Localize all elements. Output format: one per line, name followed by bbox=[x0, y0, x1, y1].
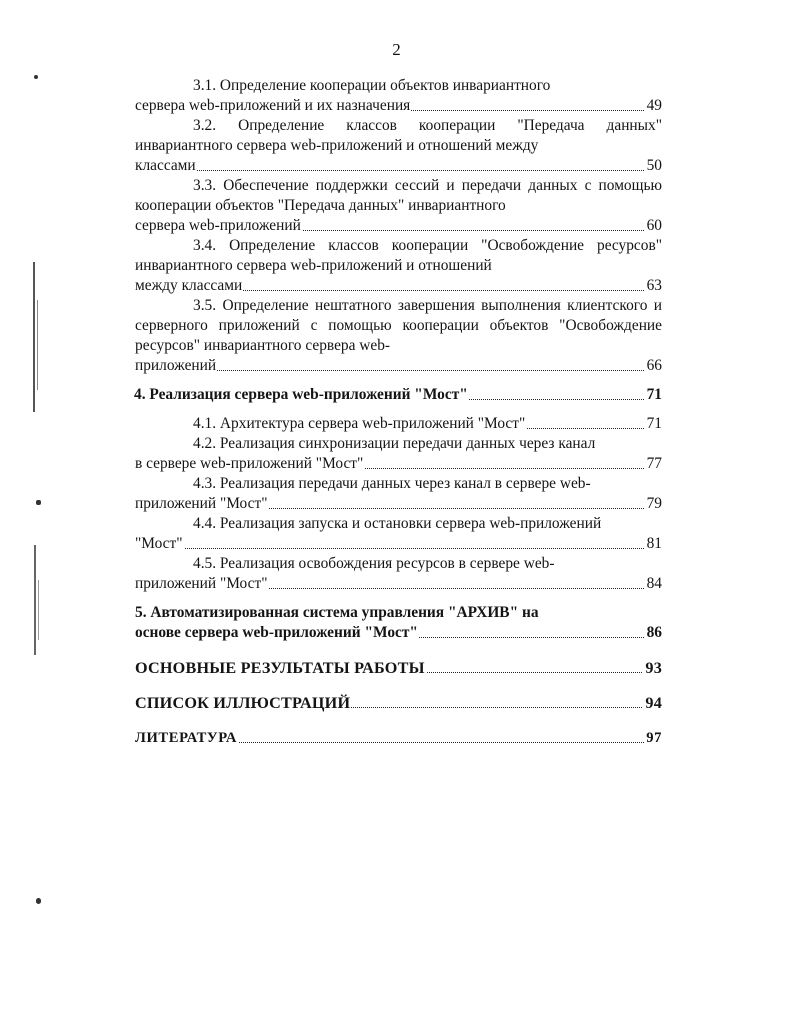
toc-entry-end bbox=[135, 728, 662, 748]
toc-entry-end bbox=[134, 385, 662, 405]
toc-entry-text: 4.4. Реализация запуска и остановки сервера web-приложений bbox=[193, 515, 602, 532]
toc-entry-text: 3.2. Определение классов кооперации "Передача данных" инвариантного сервера web-приложений и отношений между bbox=[135, 117, 662, 154]
toc-page-number: 77 bbox=[646, 455, 662, 472]
toc-entry-text: 4.5. Реализация освобождения ресурсов в сервере web- bbox=[193, 555, 555, 572]
toc-page-number: 94 bbox=[645, 694, 662, 712]
toc-entry-tail: 4.1. Архитектура сервера web-приложений "Мост" bbox=[193, 415, 526, 432]
toc-entry-end bbox=[135, 658, 662, 678]
toc-entry-tail: сервера web-приложений и их назначения bbox=[135, 97, 411, 114]
toc-entry-tail: классами bbox=[135, 157, 196, 174]
toc-entry-4-1 bbox=[135, 414, 662, 434]
scan-mark bbox=[34, 75, 38, 79]
toc-entry-tail: основе сервера web-приложений "Мост" bbox=[135, 624, 418, 641]
toc-entry-end bbox=[193, 414, 662, 434]
toc-entry-tail: 4. Реализация сервера web-приложений "Мост" bbox=[134, 386, 468, 403]
toc-entry-4-4 bbox=[135, 514, 662, 554]
toc-entry-text: 3.5. Определение нештатного завершения выполнения клиентского и серверного приложений с помощью кооперации объектов "Освобождение ресурсов" инвариантного сервера web- bbox=[135, 297, 662, 354]
toc-entry-3-3 bbox=[135, 176, 662, 236]
toc-entry-tail: приложений "Мост" bbox=[135, 575, 268, 592]
toc-page-number: 71 bbox=[646, 386, 662, 403]
toc-entry-end bbox=[135, 623, 662, 643]
toc-entry-end bbox=[135, 494, 662, 514]
toc-entry-4-3 bbox=[135, 474, 662, 514]
toc-page-number: 66 bbox=[646, 357, 662, 374]
toc-entry-tail: приложений bbox=[135, 357, 217, 374]
scan-mark bbox=[36, 500, 41, 505]
scan-mark bbox=[36, 898, 41, 904]
toc-page-number: 49 bbox=[646, 97, 662, 114]
toc-entry-tail: приложений "Мост" bbox=[135, 495, 268, 512]
toc-page-number: 50 bbox=[646, 157, 662, 174]
toc-page-number: 60 bbox=[646, 217, 662, 234]
dot-leader bbox=[135, 548, 662, 549]
toc-entry-3-2 bbox=[135, 116, 662, 176]
toc-entry-end bbox=[135, 693, 662, 713]
toc-entry-text: 3.3. Обеспечение поддержки сессий и передачи данных с помощью кооперации объектов "Передача данных" инвариантного bbox=[135, 177, 662, 214]
toc-entry-3-4 bbox=[135, 236, 662, 296]
toc-literature bbox=[135, 728, 662, 748]
toc-page-number: 93 bbox=[645, 659, 662, 677]
toc-entry-4-5 bbox=[135, 554, 662, 594]
toc-entry-end bbox=[135, 96, 662, 116]
toc-entry-tail: СПИСОК ИЛЛЮСТРАЦИЙ bbox=[135, 694, 351, 712]
toc-entry-tail: "Мост" bbox=[135, 535, 183, 552]
toc-illustrations bbox=[135, 693, 662, 713]
toc-entry-4-2 bbox=[135, 434, 662, 474]
toc-entry-text: 4.2. Реализация синхронизации передачи данных через канал bbox=[193, 435, 596, 452]
toc-entry-text: 3.1. Определение кооперации объектов инвариантного bbox=[193, 77, 551, 94]
toc-page-number: 63 bbox=[646, 277, 662, 294]
toc-entry-text: 3.4. Определение классов кооперации "Освобождение ресурсов" инвариантного сервера web-приложений и отношений bbox=[135, 237, 662, 274]
toc-chapter-5 bbox=[135, 603, 662, 643]
table-of-contents bbox=[135, 76, 662, 748]
toc-page-number: 71 bbox=[646, 415, 662, 432]
toc-entry-text: 4.3. Реализация передачи данных через канал в сервере web- bbox=[193, 475, 591, 492]
scan-mark bbox=[34, 545, 36, 655]
toc-entry-end bbox=[135, 574, 662, 594]
toc-entry-end bbox=[135, 216, 662, 236]
toc-page-number: 79 bbox=[646, 495, 662, 512]
dot-leader bbox=[135, 170, 662, 171]
toc-entry-end bbox=[135, 156, 662, 176]
toc-entry-text: 5. Автоматизированная система управления "АРХИВ" на bbox=[135, 604, 539, 621]
toc-entry-end bbox=[135, 356, 662, 376]
toc-results bbox=[135, 658, 662, 678]
toc-page-number: 86 bbox=[646, 624, 662, 641]
page-number: 2 bbox=[392, 40, 401, 59]
toc-entry-3-1 bbox=[135, 76, 662, 116]
toc-chapter-4 bbox=[134, 385, 662, 405]
toc-page-number: 84 bbox=[646, 575, 662, 592]
toc-entry-tail: сервера web-приложений bbox=[135, 217, 301, 234]
scan-mark bbox=[38, 580, 39, 640]
toc-page-number: 81 bbox=[646, 535, 662, 552]
toc-entry-tail: ЛИТЕРАТУРА bbox=[135, 730, 238, 746]
toc-entry-tail: ОСНОВНЫЕ РЕЗУЛЬТАТЫ РАБОТЫ bbox=[135, 659, 425, 677]
toc-entry-3-5 bbox=[135, 296, 662, 376]
toc-entry-end bbox=[135, 276, 662, 296]
scan-mark bbox=[33, 262, 35, 412]
toc-entry-end bbox=[135, 534, 662, 554]
toc-page-number: 97 bbox=[646, 730, 662, 746]
toc-entry-tail: в сервере web-приложений "Мост" bbox=[135, 455, 364, 472]
scan-mark bbox=[37, 300, 38, 390]
toc-entry-tail: между классами bbox=[135, 277, 243, 294]
toc-entry-end bbox=[135, 454, 662, 474]
